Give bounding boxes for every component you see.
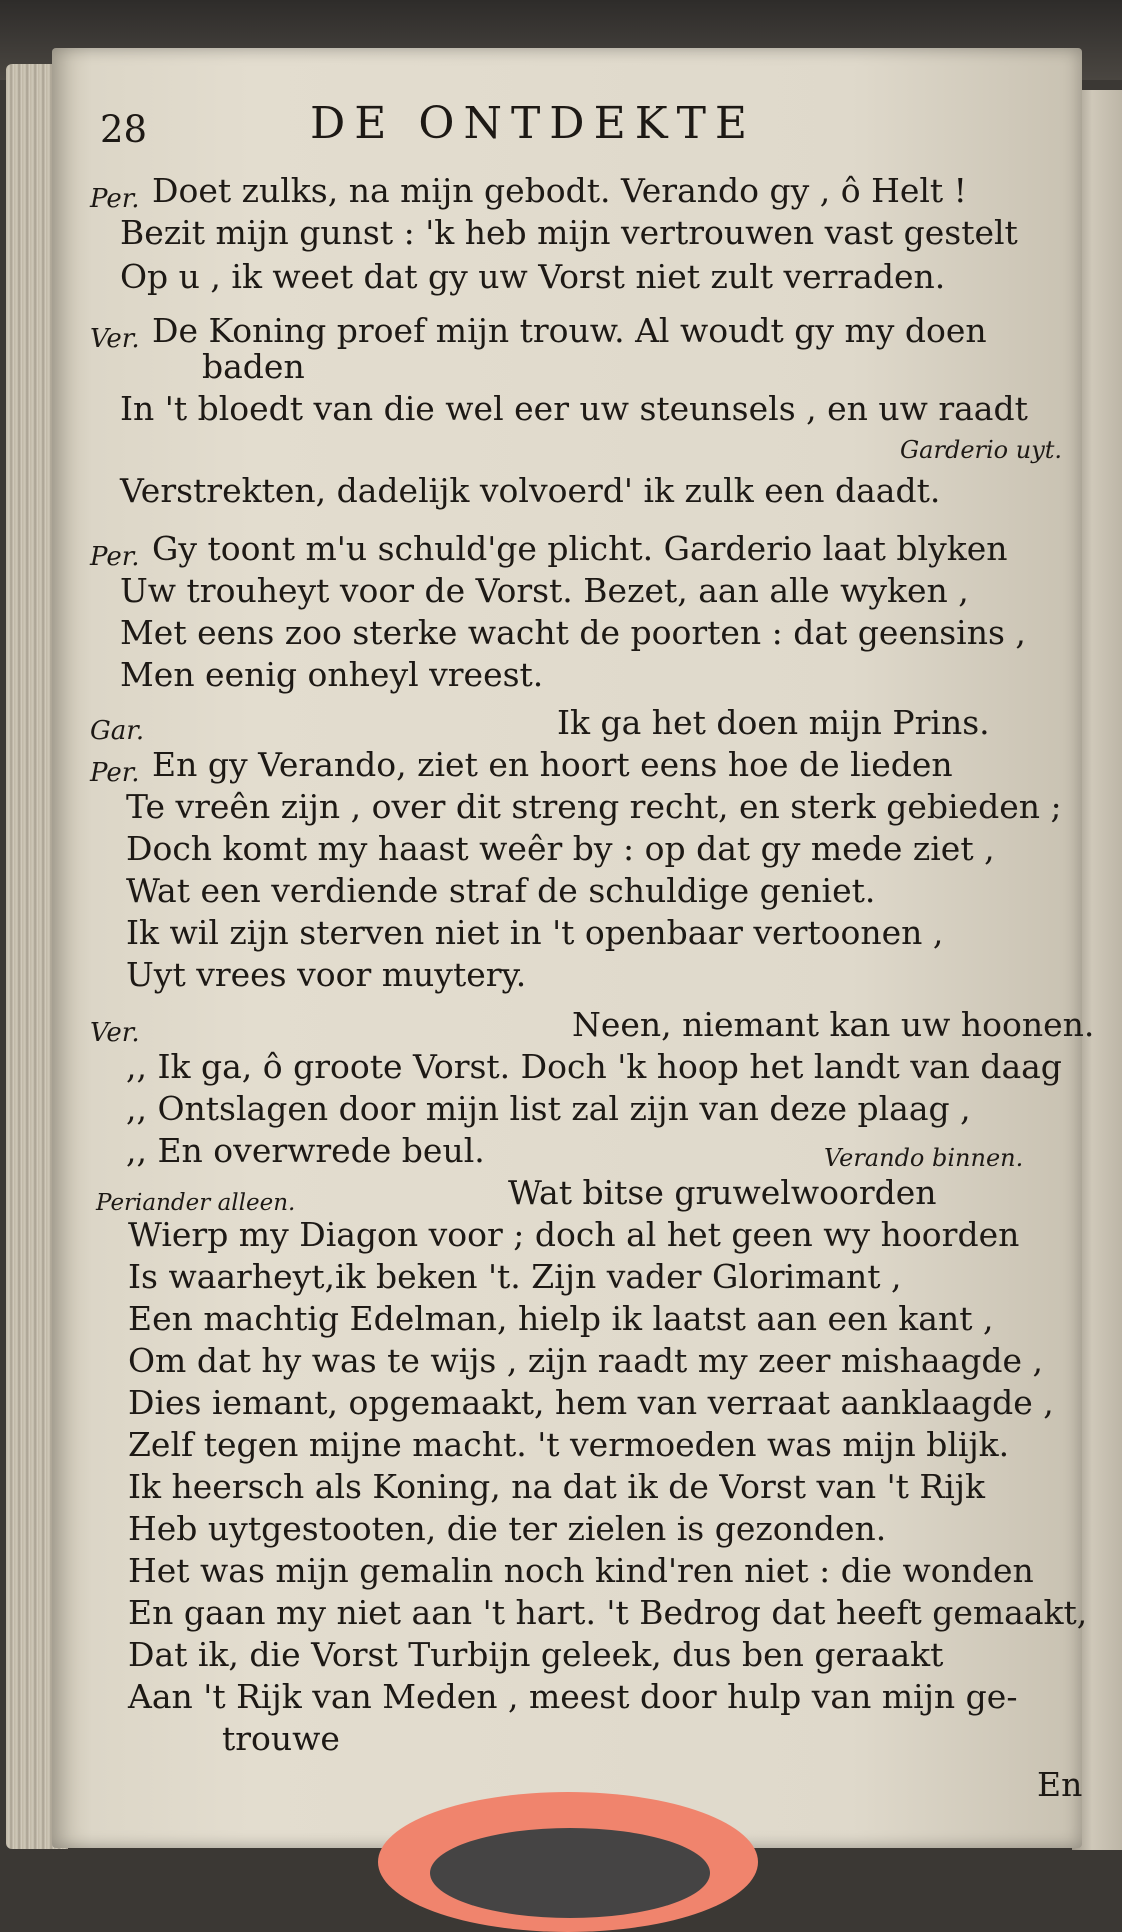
verse-line: ,, Ik ga, ô groote Vorst. Doch 'k hoop het landt van daag bbox=[126, 1047, 1062, 1086]
verse-line: Dies iemant, opgemaakt, hem van verraat aanklaagde , bbox=[128, 1383, 1054, 1422]
verse-line: Wat een verdiende straf de schuldige geniet. bbox=[126, 871, 876, 910]
verse-line: trouwe bbox=[222, 1719, 340, 1758]
verse-line: Ik ga het doen mijn Prins. bbox=[557, 703, 990, 742]
verse-line: baden bbox=[202, 347, 305, 386]
verse-line: Zelf tegen mijne macht. 't vermoeden was mijn blijk. bbox=[128, 1425, 1010, 1464]
verse-line: En gy Verando, ziet en hoort eens hoe de lieden bbox=[152, 745, 953, 784]
speaker-label: Periander alleen. bbox=[96, 1190, 296, 1216]
verse-line: Men eenig onheyl vreest. bbox=[120, 655, 544, 694]
verse-line: Neen, niemant kan uw hoonen. bbox=[572, 1005, 1095, 1044]
verse-line: Met eens zoo sterke wacht de poorten : dat geensins , bbox=[120, 613, 1026, 652]
verse-line: ,, En overwrede beul. bbox=[126, 1131, 485, 1170]
verse-line: Een machtig Edelman, hielp ik laatst aan een kant , bbox=[128, 1299, 994, 1338]
speaker-label: Per. bbox=[90, 542, 140, 572]
verse-line: De Koning proef mijn trouw. Al woudt gy my doen bbox=[152, 311, 987, 350]
speaker-label: Ver. bbox=[90, 1018, 140, 1048]
verse-line: Ik wil zijn sterven niet in 't openbaar vertoonen , bbox=[126, 913, 944, 952]
overlay-button-inner bbox=[430, 1828, 710, 1918]
stage-direction: Garderio uyt. bbox=[900, 436, 1063, 464]
stage-direction: Verando binnen. bbox=[824, 1144, 1024, 1172]
verse-line: Wat bitse gruwelwoorden bbox=[508, 1173, 937, 1212]
running-head: DE ONTDEKTE bbox=[310, 98, 757, 149]
book-page bbox=[52, 48, 1095, 1848]
verse-line: Uw trouheyt voor de Vorst. Bezet, aan alle wyken , bbox=[120, 571, 969, 610]
verse-line: Het was mijn gemalin noch kind'ren niet : die wonden bbox=[128, 1551, 1034, 1590]
verse-line: Doch komt my haast weêr by : op dat gy mede ziet , bbox=[126, 829, 995, 868]
speaker-label: Per. bbox=[90, 184, 140, 214]
verse-line: Te vreên zijn , over dit streng recht, en sterk gebieden ; bbox=[126, 787, 1062, 826]
speaker-label: Ver. bbox=[90, 324, 140, 354]
verse-line: Ik heersch als Koning, na dat ik de Vorst van 't Rijk bbox=[128, 1467, 986, 1506]
verse-line: ,, Ontslagen door mijn list zal zijn van deze plaag , bbox=[126, 1089, 971, 1128]
speaker-label: Per. bbox=[90, 758, 140, 788]
verse-line: Is waarheyt,ik beken 't. Zijn vader Glorimant , bbox=[128, 1257, 902, 1296]
catchword: En bbox=[1037, 1765, 1083, 1804]
verse-line: Aan 't Rijk van Meden , meest door hulp van mijn ge- bbox=[128, 1677, 1018, 1716]
verse-line: Op u , ik weet dat gy uw Vorst niet zult verraden. bbox=[120, 257, 946, 296]
verse-line: Bezit mijn gunst : 'k heb mijn vertrouwen vast gestelt bbox=[120, 213, 1018, 252]
verse-line: In 't bloedt van die wel eer uw steunsels , en uw raadt bbox=[120, 389, 1028, 428]
verse-line: Om dat hy was te wijs , zijn raadt my zeer mishaagde , bbox=[128, 1341, 1044, 1380]
speaker-label: Gar. bbox=[90, 716, 145, 746]
page-number: 28 bbox=[100, 108, 148, 151]
verse-line: En gaan my niet aan 't hart. 't Bedrog dat heeft gemaakt, bbox=[128, 1593, 1088, 1632]
verse-line: Verstrekten, dadelijk volvoerd' ik zulk een daadt. bbox=[120, 471, 941, 510]
verse-line: Dat ik, die Vorst Turbijn geleek, dus ben geraakt bbox=[128, 1635, 944, 1674]
verse-line: Doet zulks, na mijn gebodt. Verando gy , ô Helt ! bbox=[152, 171, 967, 210]
verse-line: Heb uytgestooten, die ter zielen is gezonden. bbox=[128, 1509, 887, 1548]
verse-line: Wierp my Diagon voor ; doch al het geen wy hoorden bbox=[128, 1215, 1020, 1254]
verse-line: Uyt vrees voor muytery. bbox=[126, 955, 527, 994]
verse-line: Gy toont m'u schuld'ge plicht. Garderio laat blyken bbox=[152, 529, 1008, 568]
